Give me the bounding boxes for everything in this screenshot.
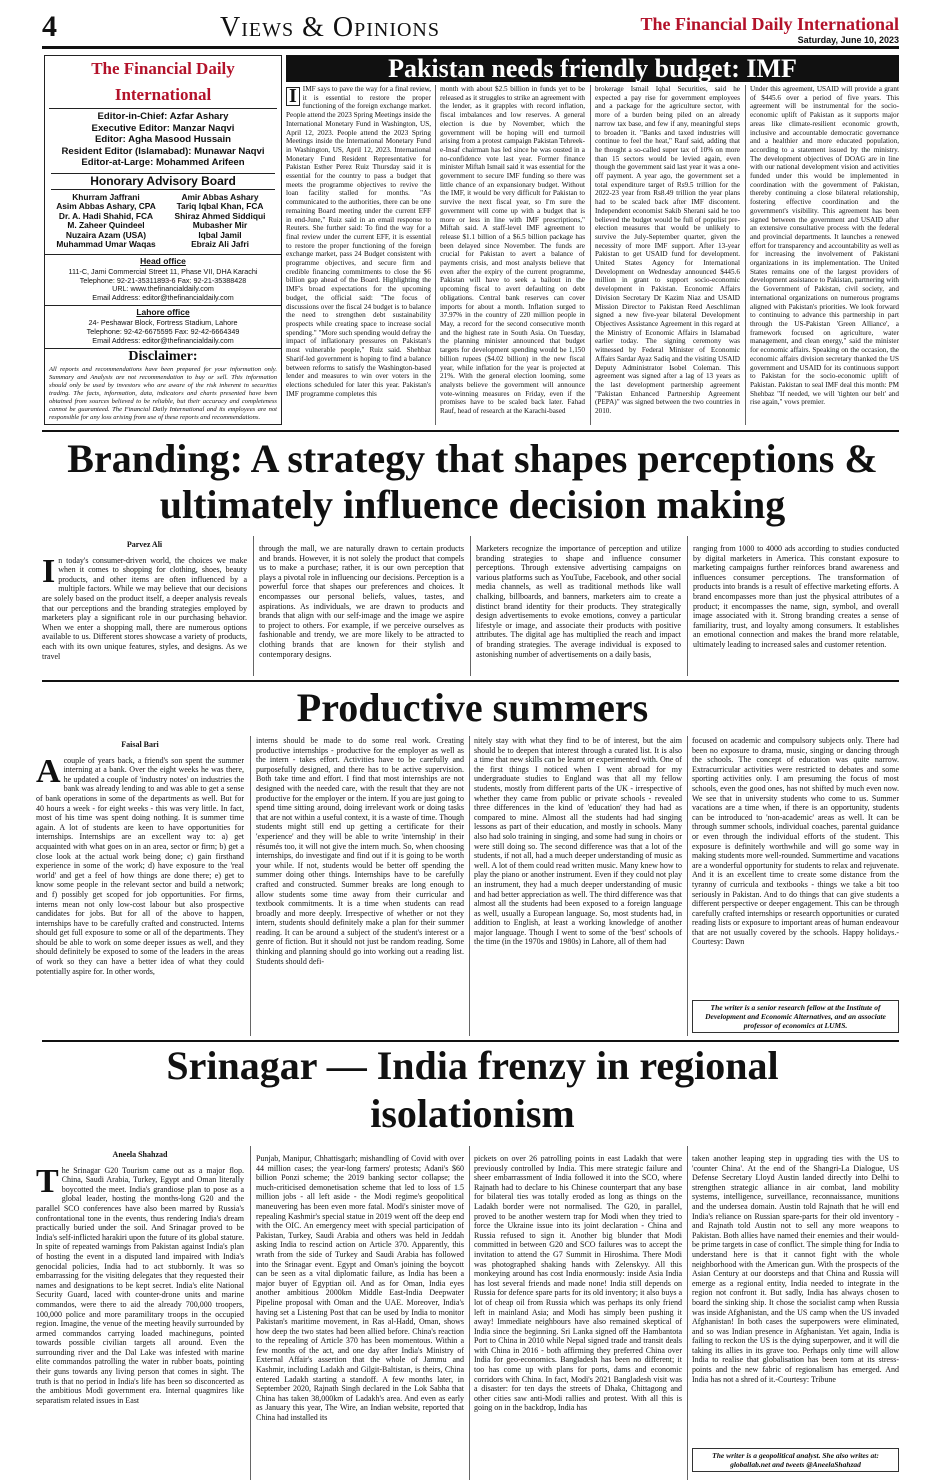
drop-cap: A <box>36 752 61 790</box>
article-column: interns should be made to do some real work. Creating productive internships - productive for the employer as well as the intern - takes effort. Activities have to be carefully and purposefully designed, and there has to be active supervision. Both take time and effort. I find that most internships are not designed with the needed care, with the result that they are not productive for the employer or the intern. If you are just going to spend time sitting around, doing irrelevant work or doing tasks that are not within a useful context, it is a waste of time. Though students might still end up getting a certificate for their 'experience' and they will be able to write 'internship' in their résumés too, it will not give the intern much. So, when choosing internships, do investigate and find out if it is going to be worth your while. If not, students would be better off spending the summer doing other things. Internships have to be carefully crafted and constructed. Summer breaks are long enough to allow students some time away from their curricular and textbook commitments. It is a time when students can read broadly and more deeply. Irrespective of whether or not they intern, students should definitely make a plan for their summer reading. It can be around a subject of the student's interest or a genre of fiction. But it should not just be random reading. Some thinking and planning should go into working out a reading list. Students should defi- <box>256 736 464 966</box>
lahore-office-title: Lahore office <box>45 305 281 317</box>
advisory-board <box>45 192 281 252</box>
board-member: Asim Abbas Ashary, CPA <box>56 201 156 212</box>
column-rule <box>470 536 471 676</box>
column-rule <box>250 1146 251 1480</box>
article-text: couple of years back, a friend's son spent the summer interning at a bank. Over the eight weeks he was there, he updated a couple of 'industry notes' on industries the bank was already lending to and was able to get a sense of bank operations in some of the departments as well. But for 40 hours a week - for eight weeks - this was very little. In fact, most of his time was spent doing nothing. It is summer time again. A lot of students are keen to have opportunities for internships. Internships are an excellent way to: a) get acquainted with what goes on in an area, sector or firm; b) get a close look at the actual work being done; c) gain firsthand experience in some of the work; d) have exposure to the 'real world' and get a feel of how things are done there; e) get to know some people in the relevant sector and build a network; and f) possibly get scoped for job opportunities. For firms, interns mean not only low-cost labour but also prospective candidates for jobs. But for all of the above to happen, internships have to be carefully crafted and constructed. Interns should get full exposure to some or all of the departments. They should be able to work on some deeper issues as well, and they should definitely be exposed to some of the leaders in the areas of work so they can have a better idea of what they could potentially aspire for. In other words, <box>36 755 244 976</box>
address-line: URL: www.thefinancialdaily.com <box>112 284 214 294</box>
section-divider <box>42 680 899 682</box>
byline: Aneela Shahzad <box>112 1150 168 1159</box>
editor-line: Editor: Agha Masood Hussain <box>94 134 232 145</box>
column-rule <box>687 1146 688 1480</box>
column-rule <box>687 536 688 676</box>
article-branding-title: Branding: A strategy that shapes perceptions & ultimately influence decision making <box>67 436 878 527</box>
article-column: Marketers recognize the importance of perception and utilize branding strategies to shape and influence consumer perceptions. Through extensive advertising campaigns on various platforms such as YouTube, Facebook, and other social media channels, as well as traditional methods like wall chalking, billboards, and banners, marketers aim to create a distinct brand identity for their products. They strategically design advertisements to evoke emotions, convey a particular lifestyle or image, and associate their products with positive attributes. The digital age has multiplied the reach and impact of branding strategies. The average individual is exposed to astonishing number of advertisements on a daily basis, <box>476 544 681 659</box>
board-right-column <box>163 193 277 251</box>
article-summers-title: Productive summers <box>296 685 649 730</box>
address-line: Email Address: editor@thefinancialdaily.com <box>92 292 234 302</box>
board-member: Mubasher Mir <box>192 220 248 231</box>
article-column: through the mall, we are naturally drawn to certain products and brands. However, it is not solely the product that compels us to make a purchase; rather, it is our own perception that plays a pivotal role in influencing our decisions. Perception is a powerful force that shapes our preferences and choices. It encompasses our personal beliefs, values, tastes, and aspirations. As individuals, we are drawn to products and brands that align with our self-image and the image we aspire to project to others. For example, if we perceive ourselves as fashionable and trendy, we are more likely to be attracted to clothing brands that are known for their stylish and contemporary designs. <box>259 544 464 659</box>
column-rule <box>250 736 251 1036</box>
editor-line: Executive Editor: Manzar Naqvi <box>91 122 235 134</box>
article-imf-body <box>286 85 899 425</box>
header-rule <box>42 46 899 49</box>
board-member: Shiraz Ahmed Siddiqui <box>174 210 266 221</box>
board-member: Nuzaira Azam (USA) <box>65 229 147 240</box>
column-rule <box>745 85 746 425</box>
author-bio: The writer is a senior research fellow at the Institute of Development and Economic Alternatives, and an associate professor of economics at LUMS. <box>692 1000 899 1033</box>
article-imf-headline-bar <box>286 55 899 82</box>
editor-list <box>45 109 281 171</box>
disclaimer-title: Disclaimer: <box>45 348 281 365</box>
board-left-column <box>49 193 163 251</box>
board-member: Ebraiz Ali Jafri <box>191 239 249 250</box>
board-member: Iqbal Jamil <box>198 229 242 240</box>
article-text: n today's consumer-driven world, the choices we make when it comes to shopping for clothing, shoes, beauty products, and other items are often influenced by a multiple factors. While we may believe that our decisions are solely based on the product itself, a deeper analysis reveals that our perceptions and the branding strategies employed by marketers play a significant role in our purchasing behavior. When we enter a shopping mall, there are numerous options available to us. Different stores showcase a variety of products, each with its own unique features, styles, and designs. As we travel <box>42 555 247 661</box>
board-member: Amir Abbas Ashary <box>181 191 259 202</box>
masthead-paper-name: The Financial Daily International <box>49 56 277 109</box>
byline: Parvez Ali <box>126 540 163 549</box>
page-header <box>0 0 945 50</box>
address-line: 111-C, Jami Commercial Street 11, Phase VII, DHA Karachi <box>68 267 258 277</box>
section-title: Views & Opinions <box>220 12 440 43</box>
editor-line: Resident Editor (Islamabad): Munawar Naqvi <box>61 145 265 157</box>
byline: Faisal Bari <box>121 740 159 749</box>
article-text: focused on academic and compulsory subjects only. There had been no exposure to drama, music, singing or dancing through the schools. The concept of education was quite narrow. Extracurricular activities were restricted to debates and some sporting activities only. I am presuming the focus of most schools, even the good ones, has not shifted by much even now. We see that in university students who come to us. Summer vacations are a time when, if there is an opportunity, students can be introduced to 'non-academic' areas as well. It can be through summer schools, individual coaches, parental guidance or even through the individual efforts of the student. This exposure is definitely worthwhile and will go some way in making students more well-rounded. Summertime and vacations are a wonderful opportunity for students to relax and rejuvenate. And it is an excellent time to create some distance from the tyranny of curricula and textbooks - things we take a bit too seriously in Pakistan. And to do things that can give students a different perspective or deeper engagement. This can be through carefully crafted internships or research opportunities or curated reading lists or exposure to important areas of human endeavour that are not usually covered by the schools. Happy holidays.-Courtesy: Dawn <box>692 736 899 947</box>
column-rule <box>590 85 591 425</box>
drop-cap: I <box>42 552 56 590</box>
head-office-details <box>45 268 281 302</box>
article-column: pickets on over 26 patrolling points in east Ladakh that were previously controlled by India. This mere strategic failure and sheer embarrassment of India followed it into the SCO, where Rajnath had to declare to his Chinese counterpart that any base for bilateral ties was totally eroded as long as things on the Ladakh border were not normalised. The G20, in parallel, proved to be another western trap for Modi when they tried to force the Ukraine issue into its joint declaration - China and Russia refused to sign it. Another big blunder that Modi committed in between G20 and SCO failures was to accept the invitation to attend the G7 Summit in Hiroshima. There Modi was photographed shaking hands with Zelenskyy. All this monkeying around has cost India enormously: inside Asia India has lost several friends and made none! India still depends on Russia for defence spare parts for its old inventory; it also buys a lot of cheap oil from Russia which was perhaps its only friend left in mainland Asia; and Modi has simply been pushing it away! Immediate neighbours have also remained skeptical of India since the beginning. Sri Lanka signed off the Hambantota Port to China in 2010 while Nepal signed trade and transit deals with China in 2016 - both affirming they preferred China over India for geo-economics. Bangladesh has been no different; it too has come up with plans for ports, dams and economic corridors with China. In fact, Modi's 2021 Bangladesh visit was a disaster: for ten days the streets of Dhaka, Chittagong and other cities saw anti-Modi rallies and protest. With all this is going on in the backdrop, India has <box>474 1154 682 1413</box>
editor-line: Editor-at-Large: Mohammed Arifeen <box>81 157 245 168</box>
article-column: ranging from 1000 to 4000 ads according to studies conducted by digital marketers in America. This constant exposure to marketing campaigns further reinforces brand awareness and influences consumer perceptions. The transformation of products into brands is a result of effective marketing efforts. A brand encompasses more than just the physical attributes of a product; it encompasses the name, sign, symbol, and overall image associated with it. Strong branding creates a sense of familiarity, trust, and loyalty among consumers. It establishes an emotional connection and makes the brand more relatable, ultimately leading to increased sales and customer retention. <box>693 544 899 649</box>
article-column <box>36 736 244 1036</box>
article-column: brokerage Ismail Iqbal Securities, said he expected a pay rise for government employees and a package for the agriculture sector, with more of a burden being piled on an already narrow tax base, and few if any, meaningful steps to broaden it. "Banks and taxed industries will continue to feel the heat," Rauf said, adding that he thought a so-called super tax of 10% on more than 15 sectors would be levied again, even though the government said last year it was a one-off payment. A year ago, the government set a total expenditure target of Rs9.5 trillion for the 2022-23 year from Rs8.49 trillion the year plans had to be scaled back after IMF discontent. Independent economist Sakib Sherani said he too believed the budget would be full of populist pre-election measures that would be unlikely to survive the July-September quarter, given the necessity of more IMF support. After 13-year Pakistan to get USAID fund for development. United States Agency for International Development on Wednesday announced $445.6 million in grant to support socio-economic development in Pakistan. Economic Affairs Division Secretary Dr Kazim Niaz and USAID Mission Director to Pakistan Reed Aeschliman signed a new five-year bilateral Development Objectives Assistance Agreement in this regard at the Ministry of Economic Affairs in Islamabad earlier today. The signing ceremony was witnessed by Federal Minister of Economic Affairs Sardar Ayaz Sadiq and the visiting USAID Deputy Administrator Isobel Coleman. This agreement was signed after a lag of 13 years as the last development partnership agreement "Pakistan Enhanced Partnership Agreement (PEPA)" was signed between the two countries in 2010. <box>595 85 740 416</box>
board-member: M. Zaheer Quindeel <box>67 220 145 231</box>
article-summers-body <box>36 736 899 1036</box>
article-column <box>36 1146 244 1480</box>
advisory-board-title: Honorary Advisory Board <box>51 173 275 190</box>
section-divider <box>42 430 899 432</box>
lahore-office-details <box>45 319 281 345</box>
board-member: Khurram Jaffrani <box>72 191 140 202</box>
article-column: Under this agreement, USAID will provide a grant of $445.6 over a period of five years. This agreement will be instrumental for the socio-economic uplift of Pakistan as it supports major areas like climate-resilient economic growth, inclusive and accountable democratic governance and a healthier and more educated population, according to a statement issued by the ministry. The development objectives of DOAG are in line with our national development vision and activities funded under this would be implemented in coordination with the government of Pakistan, thereby continuing a close bilateral relationship, fostering effective coordination and the government's visibility. This agreement has been signed between the government and USAID after an extensive consultative process with the federal and provincial departments. It launches a renewed effort for transparency and accountability as well as for increasing the involvement of Pakistani organizations in its implementation. The United States remains one of the largest providers of development assistance to Pakistan, partnering with the Government of Pakistan, civil society, and international organizations on numerous programs aligned with Pakistan's priorities. We look forward to continuing to advance this partnership in part through the US-Pakistan 'Green Alliance', a framework focused on agriculture, water management, and clean energy," said the minister for economic affairs. Speaking on the occasion, the economic affairs division secretary thanked the US government and USAID for its continuous support to Pakistan for the socio-economic uplift of Pakistan. Pakistan to seal IMF deal this month: PM Shehbaz "If needed, we will 'tighten our belt' and rise again," vows premier. <box>750 85 899 407</box>
article-column: Punjab, Manipur, Chhattisgarh; mishandling of Covid with over 44 million cases; the year-long farmers' protests; Adani's $60 billion Ponzi scheme; the 2019 banking sector collapse; the much-criticised demonetisation scheme that led to loss of 1.5 million jobs - all left aside - the Modi regime's geopolitical maneuvering has been even more fatal. Modi's sinister move of repealing Kashmir's special statue in 2019 went off the deep end with the OIC. An emergency meet with special participation of Pakistan, Turkey, Saudi Arabia and others was held in Jeddah asking India to rescind action on Article 370. Apparently, this wrath from the side of Turkey and Saudi Arabia has followed into the Srinagar event. Egypt and Oman's joining the boycott can be seen as a vital diplomatic failure, as India has been a major buyer of Egyptian oil. And as for Oman, India eyes another ambitious 2000km Middle East-India Deepwater Pipeline proposal with Oman and the UAE. Moreover, India's having set a Listening Post that can be used by India to monitor Pakistan's maritime movement, in Ras al-Hadd, Oman, shows how deep the two states had been allied before. China's reaction to the repealing of Article 370 has been momentous. Within a few months of the act, and one day after India's Ministry of External Affair's assertion that the whole of Jammu and Kashmir, including Ladakh and Gilgit-Baltistan, is theirs, China entered Ladakh starting a standoff. A few months later, in September 2020, Rajnath Singh declared in the Lok Sabha that China has taken 38,000km of Ladakh's area. And even as early as January this year, The Wire, an Indian website, reported that China had installed its <box>256 1154 464 1423</box>
article-branding-body <box>42 536 899 676</box>
board-member: Muhammad Umar Waqas <box>56 239 156 250</box>
column-rule <box>469 736 470 1036</box>
article-srinagar-body <box>36 1146 899 1480</box>
article-text: IMF says to pave the way for a final review, it is essential to restore the proper functioning of the foreign exchange market. People attend the 2023 Spring Meetings inside the International Monetary Fund in Washington, US, April 12, 2023. People attend the 2023 Spring Meetings inside the International Monetary Fund in Washington, US, April 12, 2023. International Monetary Fund Resident Representative for Pakistan Esther Perez Ruiz Thursday said it is essential for the country to pass a budget that meets the programme objectives to revive the loan facility stalled for months. "As communicated to the authorities, there can be one remaining Board meeting under the current EFF in end-June," Ruiz said in an email response to Reuters. She further said: To find the way for a final review under the current EFF, it is essential to restore the proper functioning of the foreign exchange market, pass 24 Budget consistent with programme objectives, and secure firm and credible financing commitments to close the $6 billion gap ahead of the Board. Highlighting the IMF's broad expectations for the upcoming budget, the official said: "The focus of discussions over the fiscal 24 budget is to balance the need to strengthen debt sustainability prospects while creating space to increase social spending." "More such spending would defray the impact of inflationary pressures on Pakistan's most vulnerable people," Ruiz said. Shehbaz Sharif-led government is hoping to find a balance between reforms to satisfy the Washington-based lender and measures to win over voters in the elections scheduled for later this year. Pakistan's IMF programme completes this <box>286 85 431 398</box>
drop-cap: T <box>36 1162 59 1200</box>
column-rule <box>253 536 254 676</box>
head-office-title: Head office <box>45 254 281 266</box>
article-column: I IMF says to pave the way for a final review, it is essential to restore the proper functioning of the foreign exchange market. People attend the 2023 Spring Meetings inside the International Monetary Fund in Washington, US, April 12, 2023. People attend the 2023 Spring Meetings inside the International Monetary Fund in Washington, US, April 12, 2023. International Monetary Fund Resident Representative for Pakistan Esther Perez Ruiz Thursday said it is essential for the country to pass a budget that meets the programme objectives to revive the loan facility stalled for months. "As communicated to the authorities, there can be one remaining Board meeting under the current EFF in end-June," Ruiz said in an email response to Reuters. She further said: To find the way for a final review under the current EFF, it is essential to restore the proper functioning of the foreign exchange market, pass 24 Budget consistent with programme objectives, and secure firm and credible financing commitments to close the $6 billion gap ahead of the Board. Highlighting the IMF's broad expectations for the upcoming budget, the official said: "The focus of discussions over the fiscal 24 budget is to balance the need to strengthen debt sustainability prospects while creating space to increase social spending." "More such spending would defray the impact of inflationary pressures on Pakistan's most vulnerable people," Ruiz said. Shehbaz Sharif-led government is hoping to find a balance between reforms to satisfy the Washington-based lender and measures to win over voters in the elections scheduled for later this year. Pakistan's IMF programme completes this <box>286 85 431 398</box>
board-member: Dr. A. Hadi Shahid, FCA <box>58 210 154 221</box>
article-column: month with about $2.5 billion in funds yet to be released as it struggles to strike an agreement with the lender, as it grapples with record inflation, fiscal imbalances and low reserves. A general election is due by November, which the government will be hoping will end turmoil arising from a protest campaign Pakistan Tehreek-e-Insaf chairman has led since he was ousted in a no-confidence vote last year. Former finance minister Miftah Ismail said it was essential for the government to secure IMF funding so there was little chance of an expansionary budget. Without the IMF, it would be very difficult for Pakistan to survive the next fiscal year, so I'm sure the government will come up with a budget that is more or less in line with IMF prescriptions," Miftah said. A staff-level IMF agreement to release $1.1 billion of a $6.5 billion package has been delayed since November. The funds are crucial for Pakistan to avert a balance of payments crisis, and most analysts believe that even after the expiry of the current programme, Pakistan will have to seek a bailout in the upcoming fiscal to avert defaulting on debt obligations. Central bank reserves can cover imports for about a month. Inflation surged to 37.97% in the country of 220 million people in May, a record for the second consecutive month and the highest rate in South Asia. On Tuesday, the planning minister announced that budget targets for development spending would be 1,150 billion rupees ($4.02 billion) in the new fiscal year, while inflation for the year is projected at 21%. With the general election looming, some analysts believe the government will announce vote-winning measures on Friday, even if the promises have to be scaled back later. Fahad Rauf, head of research at the Karachi-based <box>440 85 585 416</box>
board-member: Tariq Iqbal Khan, FCA <box>176 201 264 212</box>
page-number: 4 <box>42 10 57 43</box>
article-imf-title: Pakistan needs friendly budget: IMF <box>388 54 797 83</box>
header-date: Saturday, June 10, 2023 <box>797 35 899 45</box>
article-text: he Srinagar G20 Tourism came out as a major flop. China, Saudi Arabia, Turkey, Egypt and Oman literally boycotted the meet. India's grandiose plan to pose as a global leader, hosting the months-long G20 and the parallel SCO conferences have also been marred by Russia's confrontational tone in the events, thus rendering India's dream practically buried under the soil. And Srinagar proved to be India's self-inflicted harakiri upon the future of its global stature. In spite of repeated warnings from Pakistan against India's plan of hosting the event in a disputed land impaired with India's genocidal policies, India had to act stubbornly. It was so embarrassing for the visiting delegates that they requested their names and designations to be kept secret. India's elite National Security Guard, laced with counter-drone units and marine commandos, were there to aid the already 700,000 troopers, 100,000 police and more paramilitary troops in the occupied region. Imagine, the venue of the meeting heavily surrounded by armed commandos carrying loaded machineguns, pointed towards possible civilian targets all around. Even the surrounding river and the Dal Lake was infested with marine elite commandos patrolling the water in rubber boats, pointing their guns towards any living person that comes in sight. The truth is that no period in India's life has been so disconcerted as the ambitious Modi government era. Internal quagmires like separatism related issues in East <box>36 1165 244 1405</box>
address-line: Telephone: 92-21-35311893-6 Fax: 92-21-35388428 <box>79 275 247 285</box>
editor-line: Editor-in-Chief: Azfar Ashary <box>97 111 229 122</box>
address-line: Email Address: editor@thefinancialdaily.com <box>92 335 234 345</box>
column-rule <box>687 736 688 1036</box>
article-column <box>692 1154 899 1480</box>
address-line: 24- Peshawar Block, Fortress Stadium, Lahore <box>88 318 238 328</box>
article-srinagar-title: Srinagar — India frenzy in regional isolationism <box>166 1043 779 1136</box>
article-text: taken another leaping step in upgrading ties with the US to 'counter China'. At the end of the Shangri-La Dialogue, US Defense Secretary Lloyd Austin landed directly into Delhi to strengthen strategic alliance in air combat, land mobility systems, intelligence, surveillance, reconnaissance, munitions and the undersea domain. Austin told Rajnath that he will end India's reliance on Russian spare-parts for their old inventory - and Rajnath told Austin not to sell any more weapons to Pakistan. Both allies have named their enemies and their would-be prime targets in case of conflict. The simple thing for India to understand here is that it cannot fight with the whole neighborhood with the American gun. With the prospects of the Asian Century at our doorsteps and that China and Russia will emerge as a regional entity, India needed to integrate in the region not confront it. But sadly, India has always chosen to board the sinking ship. It chose the socialist camp when Russia was inside Afghanistan, and the US camp when the US invaded Afghanistan! In both cases the superpowers were eliminated, and so was Indian presence in Afghanistan. Yet again, India is failing to reckon the US is the dying superpower, and it will die taking its allies in its grave too. Perhaps only time will allow India to realise that globalisation has been torn at its stress-points and the new fabric of regionalism has emerged. And India has not a shred of it.-Courtesy: Tribune <box>692 1154 899 1384</box>
author-bio: The writer is a geopolitical analyst. She also writes at: globallab.net and tweets @AneelaShahzad <box>692 1448 899 1472</box>
article-column <box>692 736 899 1036</box>
article-column <box>42 536 247 676</box>
disclaimer-text: All reports and recommendations have been prepared for your information only. Summary and Analysis are not recommendation to buy or sell. This information should only be used by investors who are aware of the risk inherent in securities trading. The facts, information, data, indicators and charts presented have been obtained from sources believed to be reliable, but their accuracy and completeness cannot be guaranteed. The Financial Daily International and its employees are not responsible for any loss arising from use of these reports and recommendations. <box>49 366 277 421</box>
header-paper-name: The Financial Daily International <box>640 14 899 34</box>
masthead-box <box>44 55 282 425</box>
address-line: Telephone: 92-42-6675595 Fax: 92-42-6664349 <box>86 327 240 337</box>
column-rule <box>469 1146 470 1480</box>
article-column: nitely stay with what they find to be of interest, but the aim should be to deepen that interest through a curated list. It is also a time that new skills can be learnt or experimented with. One of the first things I noticed when I went abroad for my undergraduate studies to England was that all my fellow students, mostly from different parts of the UK - irrespective of whether they came from public or private schools - revealed three differences in the kind of 'education' they had had as compared to mine. Almost all the students had had singing lessons as part of their education, and mostly in schools. Many also had solo training in singing, and some had sung in choirs or were still doing so. The second difference was that a lot of the students, if not all, had a much deeper understanding of music as well. A lot of them could read written music. Many knew how to play the piano or another instrument. Even if they could not play an instrument, they had a much deeper understanding of music and had better appreciation as well. The third difference was that almost all the students had been exposed to a foreign language as well, usually a European language. So, most students had, in addition to English, at least a working knowledge of another major language. Though I went to some of the 'best' schools of the time (in the 1970s and 1980s) in Lahore, all of them had <box>474 736 682 947</box>
column-rule <box>435 85 436 425</box>
